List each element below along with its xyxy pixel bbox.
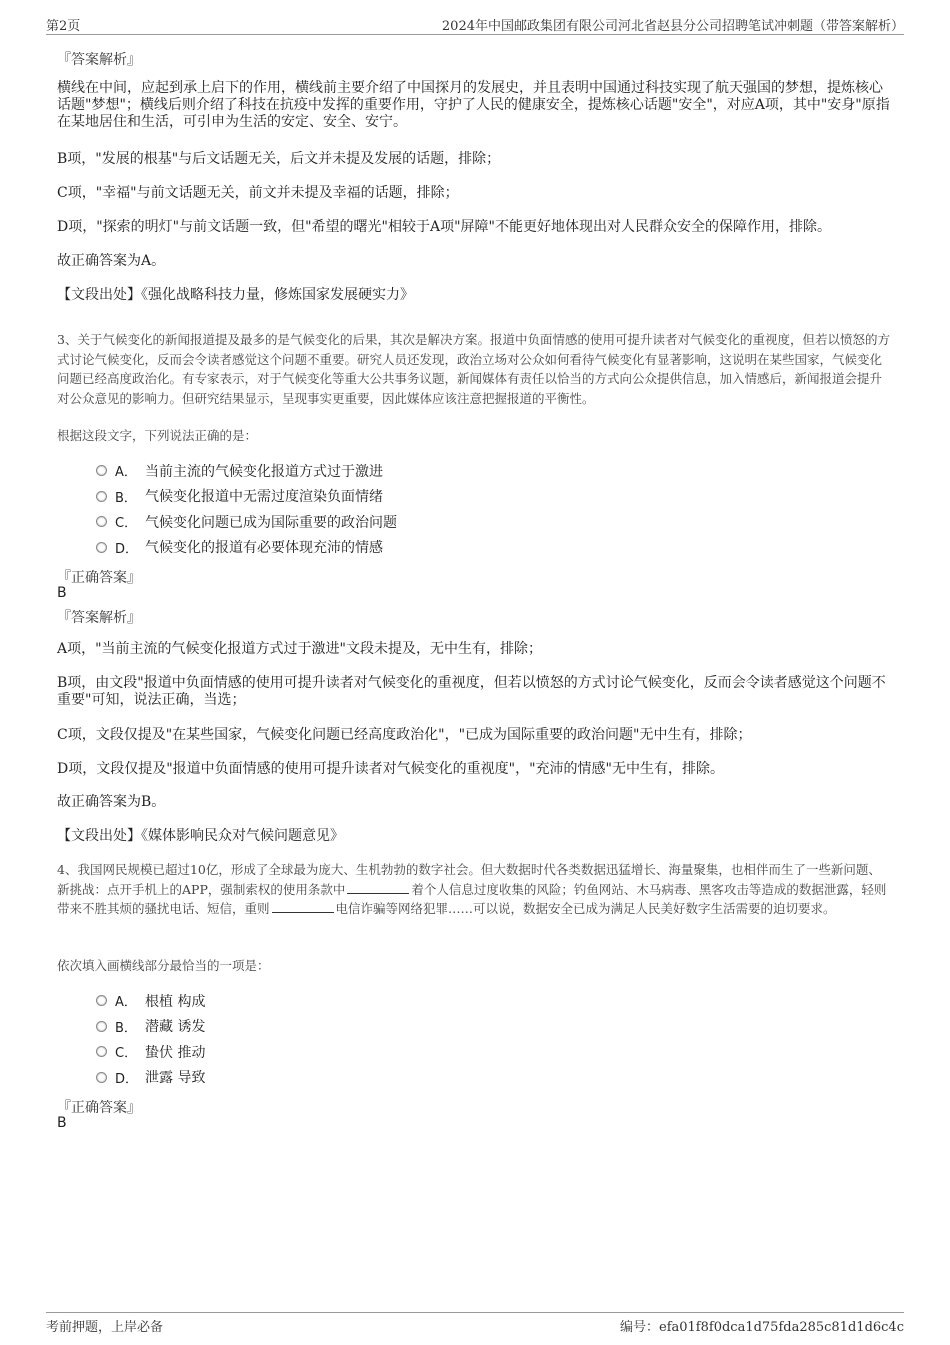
q2-analysis-label: 『答案解析』 xyxy=(57,52,141,68)
q3-analysis-b: B项，由文段"报道中负面情感的使用可提升读者对气候变化的重视度，但若以愤怒的方式讨论气候变化，反而会令读者感觉这个问题不重要"可知，说法正确，当选； xyxy=(57,675,886,708)
fill-blank-1 xyxy=(347,880,409,894)
q4-option-c[interactable]: C． 蛰伏 推动 xyxy=(96,1039,205,1065)
q3-source: 【文段出处】《媒体影响民众对气候问题意见》 xyxy=(57,828,344,844)
page-footer xyxy=(46,1312,904,1335)
q4-option-d[interactable]: D． 泄露 导致 xyxy=(96,1065,205,1091)
radio-icon[interactable] xyxy=(96,491,107,502)
q3-analysis-d: D项，文段仅提及"报道中负面情感的使用可提升读者对气候变化的重视度"，"充沛的情感"无中生有，排除。 xyxy=(57,761,724,777)
radio-icon[interactable] xyxy=(96,1072,107,1083)
q2-analysis-p2: B项，"发展的根基"与后文话题无关，后文并未提及发展的话题，排除； xyxy=(57,151,501,167)
q2-analysis-p1: 横线在中间，应起到承上启下的作用，横线前主要介绍了中国探月的发展史，并且表明中国通过科技实现了航天强国的梦想，提炼核心话题"梦想"；横线后则介绍了科技在抗疫中发挥的重要作用，守护了人民的健康安全，提炼核心话题"安全"，对应A项，其中"安身"原指在某地居住和生活，可引申为生活的安定、安全、安宁。 xyxy=(57,80,890,130)
q3-analysis-a: A项，"当前主流的气候变化报道方式过于激进"文段未提及，无中生有，排除； xyxy=(57,641,542,657)
q3-option-c[interactable]: C． 气候变化问题已成为国际重要的政治问题 xyxy=(96,509,397,535)
page-number: 第2页 xyxy=(46,19,81,34)
radio-icon[interactable] xyxy=(96,516,107,527)
radio-icon[interactable] xyxy=(96,1021,107,1032)
q2-analysis-p3: C项，"幸福"与前文话题无关，前文并未提及幸福的话题，排除； xyxy=(57,185,459,201)
q2-source: 【文段出处】《强化战略科技力量，修炼国家发展硬实力》 xyxy=(57,287,414,303)
q4-options xyxy=(96,988,205,1090)
q3-answer: B xyxy=(57,585,67,601)
q3-stem: 3、关于气候变化的新闻报道提及最多的是气候变化的后果，其次是解决方案。报道中负面情感的使用可提升读者对气候变化的重视度，但若以愤怒的方式讨论气候变化，反而会令读者感觉这个问题不重要。研究人员还发现，政治立场对公众如何看待气候变化有显著影响，这说明在某些国家，气候变化问题已经高度政治化。有专家表示，对于气候变化等重大公共事务议题，新闻媒体有责任以恰当的方式向公众提供信息，加入情感后，新闻报道会提升对公众意见的影响力。但研究结果显示，呈现事实更重要，因此媒体应该注意把握报道的平衡性。 xyxy=(57,332,890,406)
q2-conclusion: 故正确答案为A。 xyxy=(57,253,166,269)
q2-analysis-p4: D项，"探索的明灯"与前文话题一致，但"希望的曙光"相较于A项"屏障"不能更好地体现出对人民群众安全的保障作用，排除。 xyxy=(57,219,831,235)
q4-option-b[interactable]: B． 潜藏 诱发 xyxy=(96,1014,205,1040)
q3-correct-label: 『正确答案』 xyxy=(57,570,141,586)
radio-icon[interactable] xyxy=(96,1046,107,1057)
page-header xyxy=(46,14,904,35)
q4-prompt: 依次填入画横线部分最恰当的一项是： xyxy=(57,958,270,973)
q4-correct-label: 『正确答案』 xyxy=(57,1100,141,1116)
q3-analysis-label: 『答案解析』 xyxy=(57,610,141,626)
q3-option-a[interactable]: A． 当前主流的气候变化报道方式过于激进 xyxy=(96,458,397,484)
document-title: 2024年中国邮政集团有限公司河北省赵县分公司招聘笔试冲刺题（带答案解析） xyxy=(441,19,904,34)
document-id: 编号：efa01f8f0dca1d75fda285c81d1d6c4c xyxy=(620,1320,904,1335)
q3-prompt: 根据这段文字，下列说法正确的是： xyxy=(57,428,258,443)
q4-option-a[interactable]: A． 根植 构成 xyxy=(96,988,205,1014)
q3-conclusion: 故正确答案为B。 xyxy=(57,794,166,810)
radio-icon[interactable] xyxy=(96,465,107,476)
q3-option-b[interactable]: B． 气候变化报道中无需过度渲染负面情绪 xyxy=(96,484,397,510)
q4-stem: 4、我国网民规模已超过10亿，形成了全球最为庞大、生机勃勃的数字社会。但大数据时代各类数据迅猛增长、海量聚集，也相伴而生了一些新问题、新挑战：点开手机上的APP，强制索权的使用条款中 着个人信息过度收集的风险；钓鱼网站、木马病毒、黑客攻击等造成的数据泄露，轻则带来不胜其烦的骚扰电话、短信，重则 电信诈骗等网络犯罪……可以说，数据安全已成为满足人民美好数字生活需要的迫切要求。 xyxy=(57,862,887,916)
q3-option-d[interactable]: D． 气候变化的报道有必要体现充沛的情感 xyxy=(96,535,397,561)
radio-icon[interactable] xyxy=(96,995,107,1006)
fill-blank-2 xyxy=(272,899,334,913)
footer-slogan: 考前押题，上岸必备 xyxy=(46,1320,164,1335)
radio-icon[interactable] xyxy=(96,542,107,553)
q3-analysis-c: C项，文段仅提及"在某些国家，气候变化问题已经高度政治化"，"已成为国际重要的政治问题"无中生有，排除； xyxy=(57,727,752,743)
q4-answer: B xyxy=(57,1115,67,1131)
q3-options xyxy=(96,458,397,560)
